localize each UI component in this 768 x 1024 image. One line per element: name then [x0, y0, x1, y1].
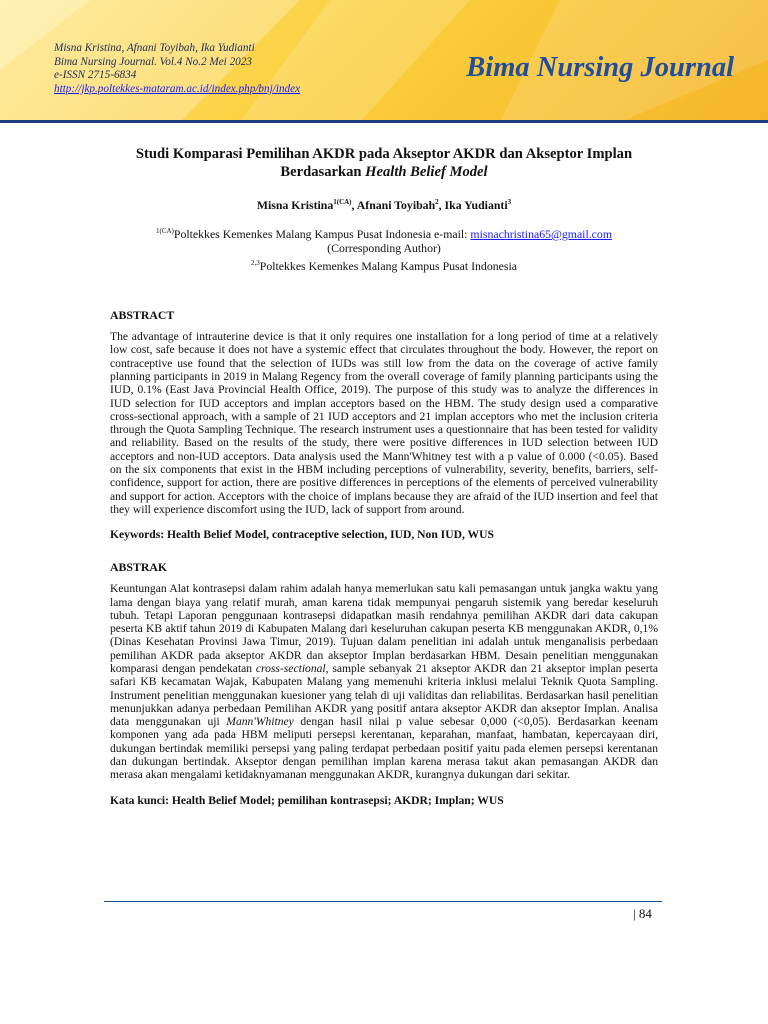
header-journal-volume: Bima Nursing Journal. Vol.4 No.2 Mei 2023 [54, 55, 252, 68]
author-list: Misna Kristina$^{1(CA)}$, Afnani Toyibah$^2$, Ika Yudianti$^3$ [256, 198, 512, 212]
header-issn: e-ISSN 2715-6834 [54, 69, 137, 82]
author-name: Misna Kristina [256, 198, 334, 212]
journal-url-link[interactable]: http://jkp.poltekkes-mataram.ac.id/index.php/bnj/index [54, 82, 301, 95]
author-affiliation-mark: 1(CA) [333, 198, 352, 207]
abstrak-heading: ABSTRAK [110, 560, 168, 575]
article-title [110, 145, 658, 181]
author-affiliation-mark: 3 [507, 198, 512, 207]
title-line-2-italic: Health Belief Model [365, 164, 488, 180]
affiliations [110, 224, 658, 273]
header-rule [0, 120, 768, 123]
affiliation-1: $^{1(CA)}$Poltekkes Kemenkes Malang Kampus Pusat Indonesia e-mail: misnachristina65@gmail.com [156, 226, 612, 241]
abstract-heading: ABSTRACT [110, 308, 175, 323]
journal-title: Bima Nursing Journal [466, 52, 734, 83]
header-authors: Misna Kristina, Afnani Toyibah, Ika Yudianti [54, 42, 255, 54]
footer-rule [104, 901, 662, 902]
corresponding-email-link[interactable]: misnachristina65@gmail.com [470, 226, 612, 241]
author-name: Ika Yudianti [444, 198, 508, 212]
page-number: | 84 [633, 906, 652, 921]
title-line-2: Berdasarkan [280, 164, 366, 180]
title-line-1: Studi Komparasi Pemilihan AKDR pada Akseptor AKDR dan Akseptor Implan [135, 146, 633, 162]
abstract-body: The advantage of intrauterine device is that it only requires one installation for a long period of time at a relatively low cost, safe because it does not have a systemic effect that circulates throughout the body. However, the report on contraceptive use found that the selection of IUDs was still low from the data on the coverage of active family planning participants in 2019 in Malang Regency from the overall coverage of family planning participants using the IUD, 0.1% (East Java Provincial Health Office, 2019). The purpose of this study was to analyze the differences in IUD selection for IUD acceptors and implan acceptors based on the HBM. The study design used a comparative cross-sectional approach, with a sample of 21 IUD acceptors and 21 implan acceptors who met the inclusion criteria through the Quota Sampling Technique. The research instrument uses a questionnaire that has been tested for validity and reliability. Based on the results of the study, there were positive differences in IUD selection between IUD acceptors and non-IUD acceptors. Data analysis used the Mann'Whitney test with a p value of 0.000 (<0.05). Based on the six components that exist in the HBM including perceptions of vulnerability, severity, benefits, barriers, self-confidence, support for action, there are positive differences in perceptions of the elements of perceived vulnerability and support for action. Acceptors with the choice of implans because they are afraid of the IUD insertion and feel that they will experience discomfort using the IUD, lack of support from around. [110, 330, 658, 516]
abstrak-body: Keuntungan Alat kontrasepsi dalam rahim adalah hanya memerlukan satu kali pemasangan untuk jangka waktu yang lama dengan biaya yang relatif murah, aman karena tidak mempunyai pengaruh sistemik yang beredar keseluruh tubuh. Tetapi Laporan penggunaan kontrasepsi didapatkan masih rendahnya pemilihan AKDR dari data cakupan peserta KB aktif tahun 2019 di Kabupaten Malang dari keseluruhan cakupan peserta KB menggunakan AKDR, 0,1% (Dinas Kesehatan Provinsi Jawa Timur, 2019). Tujuan dalam penelitian ini adalah untuk menganalisis perbedaan pemilihan AKDR pada akseptor AKDR dan akseptor Implan berdasarkan HBM. Desain penelitian menggunakan komparasi dengan pendekatan cross-sectional, sample sebanyak 21 akseptor AKDR dan 21 akseptor implan peserta safari KB kecamatan Wajak, Kabupaten Malang yang memenuhi kriteria inklusi melalui Teknik Quota Sampling. Instrument penelitian menggunakan kuesioner yang telah di uji validitas dan reliabilitas. Berdasarkan hasil penelitian menunjukkan adanya perbedaan Pemilihan AKDR yang positif antara akseptor AKDR dan akseptor Implan. Analisa data menggunakan uji Mann'Whitney dengan hasil nilai p value sebesar 0,000 (<0,05). Berdasarkan keenam komponen yang ada pada HBM meliputi persepsi kerentanan, keparahan, manfaat, hambatan, kepercayaan diri, dukungan bertindak memiliki persepsi yang paling terdapat perbedaan positif yaitu pada elemen persepsi kerentanan dan dukungan bertindak. Akseptor dengan pemilihan implan karena merasa takut akan pemasangan AKDR dan merasa akan mengalami ketidaknyamanan menggunakan AKDR, kurangnya dukungan dari sekitar. [110, 582, 659, 782]
journal-header [0, 0, 768, 122]
author-affiliation-mark: 2 [435, 198, 439, 207]
corresponding-author-note: (Corresponding Author) [327, 241, 441, 256]
abstract-keywords: Keywords: Health Belief Model, contraceptive selection, IUD, Non IUD, WUS [110, 528, 494, 542]
author-name: Afnani Toyibah [356, 198, 436, 212]
affiliation-2: $^{2,3}$Poltekkes Kemenkes Malang Kampus Pusat Indonesia [251, 258, 517, 273]
article-content [110, 145, 658, 807]
abstrak-keywords: Kata kunci: Health Belief Model; pemilihan kontrasepsi; AKDR; Implan; WUS [110, 793, 504, 807]
header-meta [54, 42, 300, 96]
